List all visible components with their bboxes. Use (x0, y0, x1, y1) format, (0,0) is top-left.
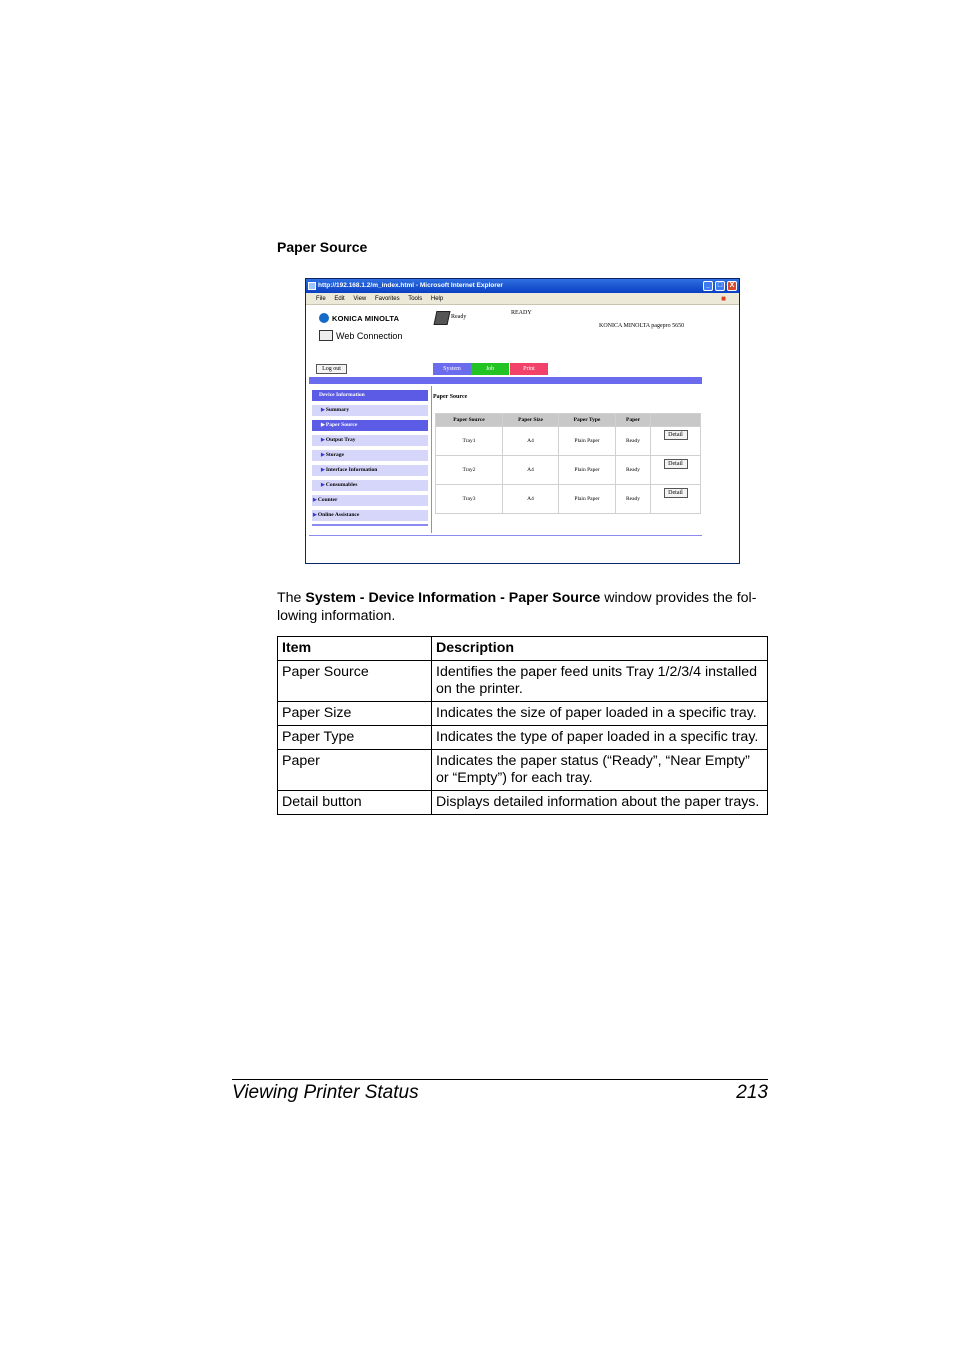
desc-bold: System - Device Information - Paper Source (305, 590, 601, 606)
menu-favorites[interactable]: Favorites (374, 296, 400, 302)
brand (319, 313, 399, 323)
minimize-icon[interactable]: _ (703, 281, 713, 291)
sidebar-item-label: Interface Information (325, 467, 378, 473)
sidebar-item[interactable] (312, 480, 428, 491)
sidebar-item[interactable] (312, 420, 428, 431)
info-description: Indicates the size of paper loaded in a specific tray. (432, 702, 768, 726)
content-title: Paper Source (433, 394, 468, 400)
info-item: Paper (278, 750, 432, 791)
info-item: Detail button (278, 791, 432, 815)
table-cell: Tray1 (436, 427, 502, 455)
sidebar-item[interactable] (312, 465, 428, 476)
windows-logo-icon: ■ (721, 294, 726, 303)
table-cell: Tray3 (436, 485, 502, 513)
web-connection (319, 330, 402, 341)
printer-status: READY (511, 310, 532, 316)
table-cell: Tray2 (436, 456, 502, 484)
brand-name: KONICA MINOLTA (332, 314, 400, 323)
sidebar-item-label: Paper Source (325, 422, 358, 428)
sidebar-item[interactable] (312, 450, 428, 461)
sidebar-item[interactable] (312, 495, 428, 506)
info-row (278, 750, 768, 791)
info-header-description: Description (432, 637, 768, 661)
footer-divider (309, 535, 702, 536)
table-cell (651, 427, 700, 455)
sidebar-item[interactable] (312, 390, 428, 401)
info-table (277, 636, 768, 815)
column-header: Paper Size (503, 414, 558, 426)
pagescope-logo-icon (319, 330, 333, 341)
web-connection-label: Web Connection (336, 331, 403, 341)
info-description: Displays detailed information about the paper trays. (432, 791, 768, 815)
menu-help[interactable]: Help (430, 296, 444, 302)
sidebar-divider (312, 524, 428, 526)
vertical-divider (431, 386, 432, 533)
arrow-right-icon: ▶ (313, 513, 317, 518)
table-row (436, 456, 700, 484)
info-description: Identifies the paper feed units Tray 1/2/3/4 installed on the printer. (432, 661, 768, 702)
info-row (278, 661, 768, 702)
detail-button[interactable]: Detail (664, 488, 688, 498)
desc-post: window provides the fol-lowing information. (277, 590, 757, 624)
tab-system[interactable]: System (433, 363, 471, 375)
section-title: Paper Source (277, 239, 368, 255)
menu-edit[interactable]: Edit (334, 296, 345, 302)
info-row (278, 702, 768, 726)
table-row (436, 485, 700, 513)
sidebar-item-label: Counter (317, 497, 338, 503)
sidebar-item[interactable] (312, 435, 428, 446)
sidebar-item-label: Storage (325, 452, 344, 458)
konica-minolta-logo-icon (319, 313, 329, 323)
tab-job[interactable]: Job (471, 363, 509, 375)
detail-button[interactable]: Detail (664, 430, 688, 440)
desc-pre: The (277, 590, 306, 606)
sidebar-item[interactable] (312, 405, 428, 416)
footer-title: Viewing Printer Status (232, 1082, 419, 1103)
tab-print[interactable]: Print (510, 363, 548, 375)
printer-icon (434, 311, 451, 325)
info-item: Paper Size (278, 702, 432, 726)
detail-button[interactable]: Detail (664, 459, 688, 469)
table-cell: Ready (616, 427, 650, 455)
footer-rule (232, 1079, 768, 1080)
browser-menu-bar (306, 293, 739, 305)
menu-file[interactable]: File (316, 296, 326, 302)
info-row (278, 726, 768, 750)
sidebar-item-label: Device Information (319, 392, 365, 398)
table-cell: A4 (503, 427, 558, 455)
browser-screenshot (305, 278, 740, 564)
printer-model: KONICA MINOLTA pagepro 5650 (599, 323, 685, 329)
description-paragraph (277, 589, 769, 625)
info-item: Paper Source (278, 661, 432, 702)
sidebar-item-label: Consumables (325, 482, 358, 488)
info-header-row (278, 637, 768, 661)
menu-tools[interactable]: Tools (408, 296, 423, 302)
arrow-right-icon: ▶ (321, 423, 325, 428)
table-cell (651, 456, 700, 484)
paper-source-table (435, 413, 701, 514)
arrow-right-icon: ▶ (321, 453, 325, 458)
ie-icon (308, 282, 316, 290)
sidebar-item[interactable] (312, 510, 428, 521)
arrow-right-icon: ▶ (313, 498, 317, 503)
arrow-right-icon: ▶ (321, 483, 325, 488)
maximize-icon[interactable]: □ (715, 281, 725, 291)
arrow-right-icon: ▶ (321, 408, 325, 413)
menu-view[interactable]: View (353, 296, 367, 302)
table-cell: A4 (503, 456, 558, 484)
arrow-right-icon: ▶ (321, 468, 325, 473)
table-cell: Plain Paper (559, 456, 615, 484)
logout-button[interactable]: Log out (316, 364, 347, 374)
page-number: 213 (736, 1082, 768, 1103)
table-cell: Plain Paper (559, 427, 615, 455)
table-cell: Ready (616, 456, 650, 484)
column-header (651, 414, 700, 426)
table-row (436, 427, 700, 455)
table-header-row (436, 414, 700, 426)
column-header: Paper Source (436, 414, 502, 426)
arrow-right-icon: ▶ (321, 438, 325, 443)
sidebar-item-label: Summary (325, 407, 350, 413)
sidebar-item-label: Output Tray (325, 437, 356, 443)
info-row (278, 791, 768, 815)
column-header: Paper (616, 414, 650, 426)
info-item: Paper Type (278, 726, 432, 750)
column-header: Paper Type (559, 414, 615, 426)
info-description: Indicates the paper status (“Ready”, “Near Empty” or “Empty”) for each tray. (432, 750, 768, 791)
browser-title: http://192.168.1.2/m_index.html - Microsoft Internet Explorer (318, 282, 503, 289)
sidebar (312, 390, 428, 525)
table-cell: Ready (616, 485, 650, 513)
close-icon[interactable]: X (727, 281, 737, 291)
table-cell: A4 (503, 485, 558, 513)
table-cell: Plain Paper (559, 485, 615, 513)
printer-status-small: Ready (451, 314, 467, 320)
table-cell (651, 485, 700, 513)
info-header-item: Item (278, 637, 432, 661)
sidebar-item-label: Online Assistance (317, 512, 360, 518)
info-description: Indicates the type of paper loaded in a specific tray. (432, 726, 768, 750)
header-divider (309, 377, 702, 384)
browser-title-bar (306, 279, 739, 293)
